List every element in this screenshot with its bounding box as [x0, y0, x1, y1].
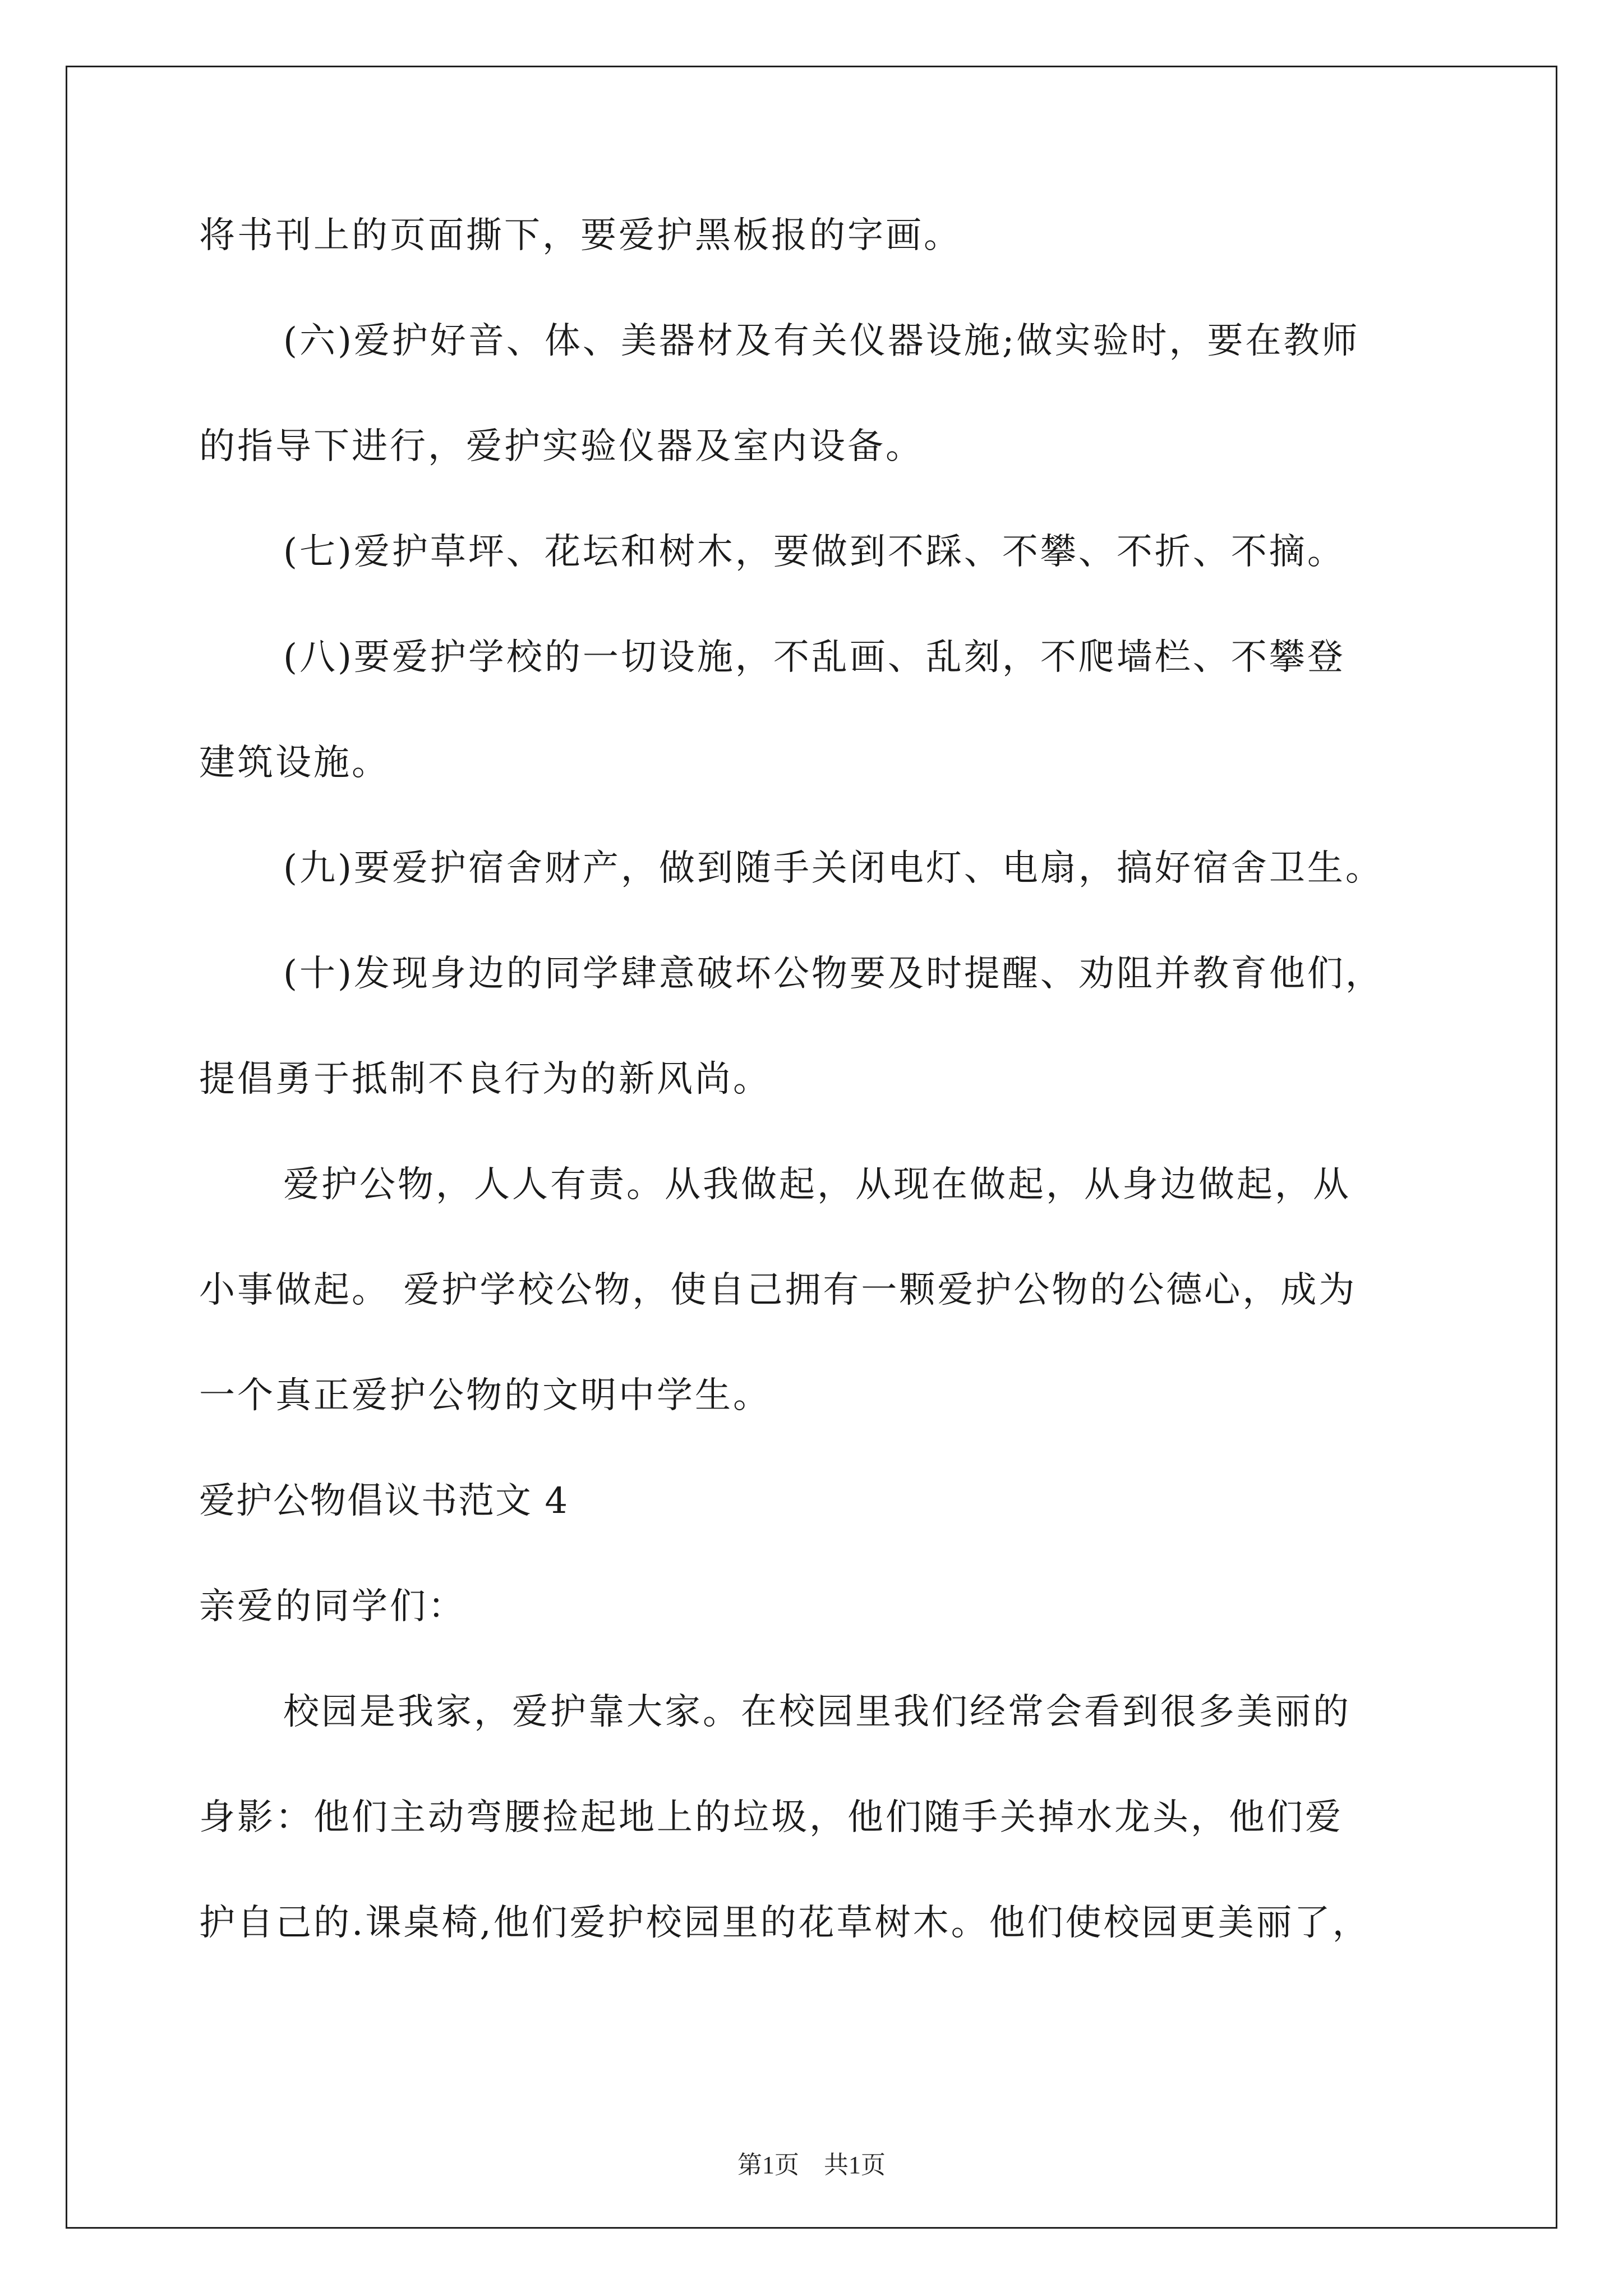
text-line: (八)要爱护学校的一切设施，不乱画、乱刻，不爬墙栏、不攀登 [283, 637, 1345, 678]
text-line: 小事做起。 爱护学校公物，使自己拥有一颗爱护公物的公德心，成为 [199, 1269, 1357, 1311]
text-line: 提倡勇于抵制不良行为的新风尚。 [199, 1059, 771, 1100]
text-line: 护自己的.课桌椅,他们爱护校园里的花草树木。他们使校园更美丽了， [199, 1902, 1371, 1944]
salutation: 亲爱的同学们： [199, 1586, 466, 1627]
text-line: (十)发现身边的同学肆意破坏公物要及时提醒、劝阻并教育他们， [283, 953, 1384, 995]
text-line: 一个真正爱护公物的文明中学生。 [199, 1375, 771, 1416]
section-heading: 爱护公物倡议书范文 4 [199, 1480, 569, 1522]
text-line: (九)要爱护宿舍财产，做到随手关闭电灯、电扇，搞好宿舍卫生。 [283, 848, 1384, 889]
text-line: 爱护公物，人人有责。从我做起，从现在做起，从身边做起，从 [283, 1164, 1351, 1205]
text-line: 身影：他们主动弯腰捡起地上的垃圾，他们随手关掉水龙头，他们爱 [199, 1797, 1343, 1838]
text-line: (六)爱护好音、体、美器材及有关仪器设施;做实验时，要在教师 [283, 320, 1360, 362]
text-line: 建筑设施。 [199, 742, 390, 784]
text-line: (七)爱护草坪、花坛和树木，要做到不踩、不攀、不折、不摘。 [283, 531, 1345, 573]
page-footer: 第1页 共1页 [737, 2151, 886, 2179]
text-line: 将书刊上的页面撕下，要爱护黑板报的字画。 [199, 215, 962, 256]
text-line: 校园是我家，爱护靠大家。在校园里我们经常会看到很多美丽的 [283, 1691, 1351, 1733]
text-line: 的指导下进行，爱护实验仪器及室内设备。 [199, 426, 924, 467]
